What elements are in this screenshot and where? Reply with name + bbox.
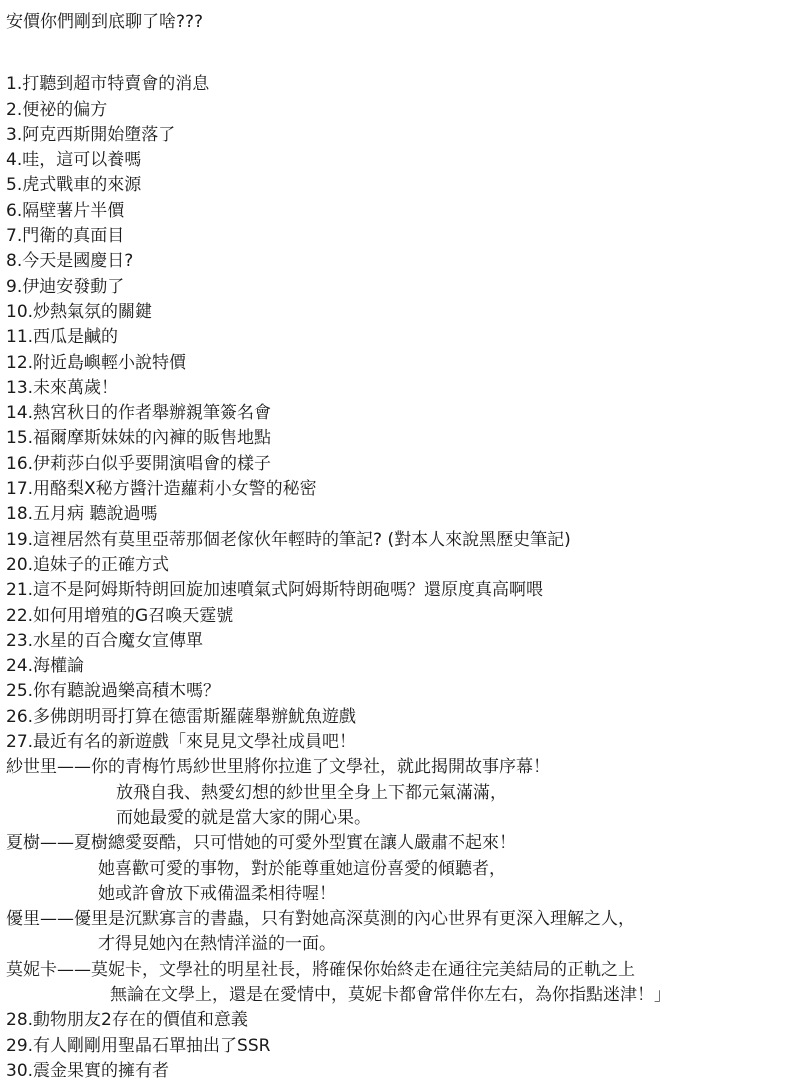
list-item: 13.未來萬歲！ (6, 377, 119, 398)
list-item: 3.阿克西斯開始墮落了 (6, 124, 176, 145)
member-intro-monika-cont: 無論在文學上，還是在愛情中，莫妮卡都會常伴你左右，為你指點迷津！」 (110, 984, 671, 1005)
member-intro-natsuki: 夏樹——夏樹總愛耍酷，只可惜她的可愛外型實在讓人嚴肅不起來！ (6, 833, 516, 854)
list-item: 26.多佛朗明哥打算在德雷斯羅薩舉辦魷魚遊戲 (6, 706, 357, 727)
list-item: 24.海權論 (6, 656, 85, 677)
list-item: 22.如何用增殖的G召喚天霆號 (6, 605, 234, 626)
list-item: 10.炒熱氣氛的關鍵 (6, 301, 153, 322)
member-intro-sayori-cont: 而她最愛的就是當大家的開心果。 (116, 807, 371, 828)
blank-line (6, 35, 794, 72)
list-item: 23.水星的百合魔女宣傳單 (6, 630, 204, 651)
list-item: 18.五月病 聽說過嗎 (6, 504, 158, 525)
list-item: 9.伊迪安發動了 (6, 276, 125, 297)
list-item: 8.今天是國慶日? (6, 251, 134, 272)
list-item: 4.哇，這可以養嗎 (6, 150, 142, 171)
list-item: 5.虎式戰車的來源 (6, 175, 142, 196)
member-intro-natsuki-cont: 她或許會放下戒備溫柔相待喔！ (98, 883, 336, 904)
list-item: 1.打聽到超市特賣會的消息 (6, 74, 210, 95)
list-item: 7.門衛的真面目 (6, 226, 125, 247)
list-item: 20.追妹子的正確方式 (6, 554, 170, 575)
list-item: 29.有人剛剛用聖晶石單抽出了SSR (6, 1035, 271, 1056)
list-item: 15.福爾摩斯妹妹的內褲的販售地點 (6, 428, 272, 449)
list-item: 21.這不是阿姆斯特朗回旋加速噴氣式阿姆斯特朗砲嗎？還原度真高啊喂 (6, 580, 544, 601)
document-title: 安價你們剛到底聊了啥??? (6, 12, 204, 32)
list-item: 27.最近有名的新遊戲「來見見文學社成員吧！ (6, 732, 357, 753)
list-item: 30.震金果實的擁有者 (6, 1060, 170, 1081)
member-intro-yuri-cont: 才得見她內在熱情洋溢的一面。 (98, 934, 336, 955)
member-intro-yuri: 優里——優里是沉默寡言的書蟲，只有對她高深莫測的內心世界有更深入理解之人， (6, 909, 635, 930)
member-intro-sayori: 紗世里——你的青梅竹馬紗世里將你拉進了文學社，就此揭開故事序幕！ (6, 757, 550, 778)
list-item: 12.附近島嶼輕小說特價 (6, 352, 187, 373)
list-item: 16.伊莉莎白似乎要開演唱會的樣子 (6, 453, 272, 474)
list-item: 17.用酪梨X秘方醬汁造蘿莉小女警的秘密 (6, 479, 317, 500)
list-item: 14.熱宮秋日的作者舉辦親筆簽名會 (6, 403, 272, 424)
list-item: 2.便祕的偏方 (6, 99, 108, 120)
member-intro-monika: 莫妮卡——莫妮卡，文學社的明星社長，將確保你始終走在通往完美結局的正軌之上 (6, 959, 635, 980)
list-item: 11.西瓜是鹹的 (6, 327, 119, 348)
list-item: 6.隔壁薯片半價 (6, 200, 125, 221)
member-intro-sayori-cont: 放飛自我、熱愛幻想的紗世里全身上下都元氣滿滿， (116, 782, 507, 803)
list-item: 28.動物朋友2存在的價值和意義 (6, 1010, 248, 1031)
member-intro-natsuki-cont: 她喜歡可愛的事物，對於能尊重她這份喜愛的傾聽者， (98, 858, 506, 879)
list-item: 25.你有聽說過樂高積木嗎？ (6, 681, 221, 702)
list-item: 19.這裡居然有莫里亞蒂那個老傢伙年輕時的筆記? (對本人來說黑歷史筆記) (6, 529, 571, 550)
